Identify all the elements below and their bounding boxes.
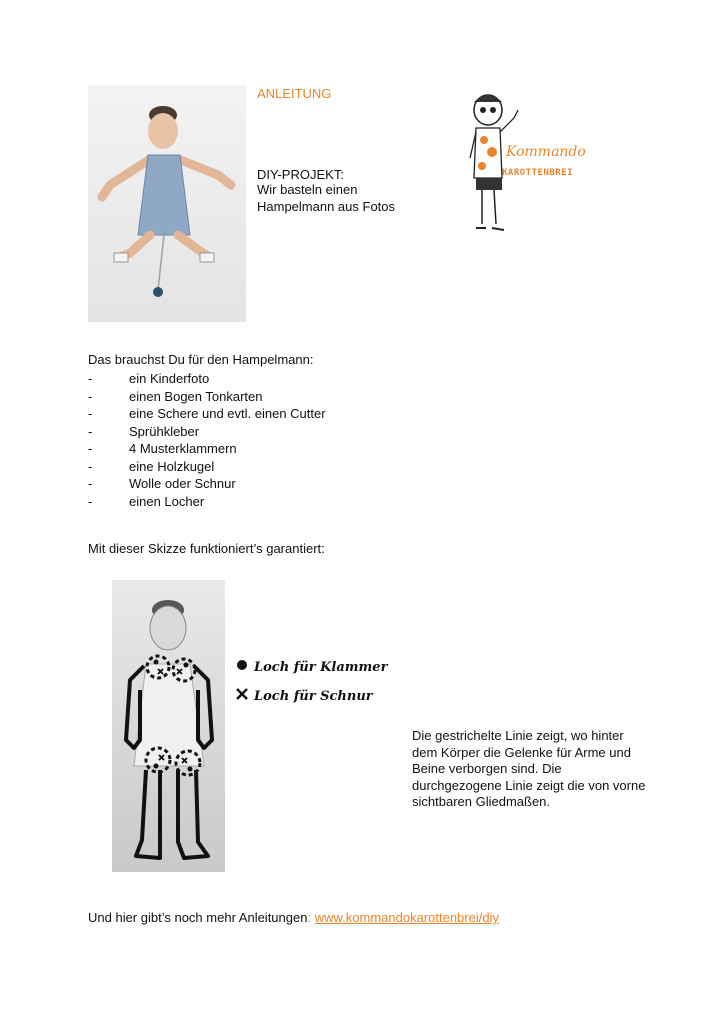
hampelmann-figure	[88, 85, 246, 322]
legend-cross	[236, 688, 373, 704]
list-item-text: einen Bogen Tonkarten	[129, 388, 263, 404]
project-label: DIY-PROJEKT:	[257, 167, 344, 182]
list-bullet: -	[88, 493, 93, 509]
logo-text-karottenbrei: KAROTTENBREI	[502, 168, 574, 178]
page-heading: ANLEITUNG	[257, 86, 332, 101]
logo-text-kommando: Kommando	[506, 144, 586, 160]
list-item-text: 4 Musterklammern	[129, 441, 237, 456]
list-item	[88, 493, 326, 511]
list-bullet: -	[88, 441, 93, 456]
project-title: Wir basteln einen Hampelmann aus Fotos	[257, 182, 396, 214]
list-item-text: Wolle oder Schnur	[129, 476, 236, 491]
list-item	[88, 370, 326, 388]
footer	[88, 910, 499, 925]
list-item-text: eine Holzkugel	[129, 458, 215, 474]
footer-link[interactable]: www.kommandokarottenbrei/diy	[314, 910, 499, 925]
hampelmann-photo	[88, 85, 246, 322]
list-bullet: -	[88, 458, 93, 474]
sketch-outline-drawing	[112, 580, 225, 872]
list-item	[88, 405, 326, 423]
sketch-photo	[112, 580, 225, 872]
list-item-text: eine Schere und evtl. einen Cutter	[129, 406, 326, 421]
filled-dot-icon	[236, 659, 254, 675]
legend-hole	[236, 659, 387, 675]
list-bullet: -	[88, 476, 93, 491]
cross-icon	[236, 688, 254, 704]
list-item	[88, 458, 326, 476]
list-item	[88, 440, 326, 458]
sketch-explanation: Die gestrichelte Linie zeigt, wo hinter dem Körper die Gelenke für Arme und Beine verborgen sind. Die durchgezogene Linie zeigt die von vorne sichtbaren Gliedmaßen.	[412, 728, 646, 809]
materials-list	[88, 370, 326, 510]
sketch-title: Mit dieser Skizze funktioniert’s garantiert:	[88, 541, 325, 556]
footer-separator: :	[307, 910, 315, 925]
list-item-text: ein Kinderfoto	[129, 371, 210, 386]
list-item-text: einen Locher	[129, 493, 205, 509]
list-bullet: -	[88, 388, 93, 404]
list-item	[88, 475, 326, 493]
logo-character-illustration	[462, 88, 592, 238]
kommando-karottenbrei-logo	[462, 88, 592, 238]
list-item	[88, 423, 326, 441]
list-item	[88, 388, 326, 406]
list-bullet: -	[88, 423, 93, 439]
list-bullet: -	[88, 406, 93, 421]
list-bullet: -	[88, 371, 93, 386]
footer-text: Und hier gibt’s noch mehr Anleitungen	[88, 910, 308, 925]
legend-hole-label: Loch für Klammer	[254, 659, 388, 675]
materials-title: Das brauchst Du für den Hampelmann:	[88, 352, 314, 367]
legend-cross-label: Loch für Schnur	[254, 688, 373, 704]
list-item-text: Sprühkleber	[129, 423, 200, 439]
